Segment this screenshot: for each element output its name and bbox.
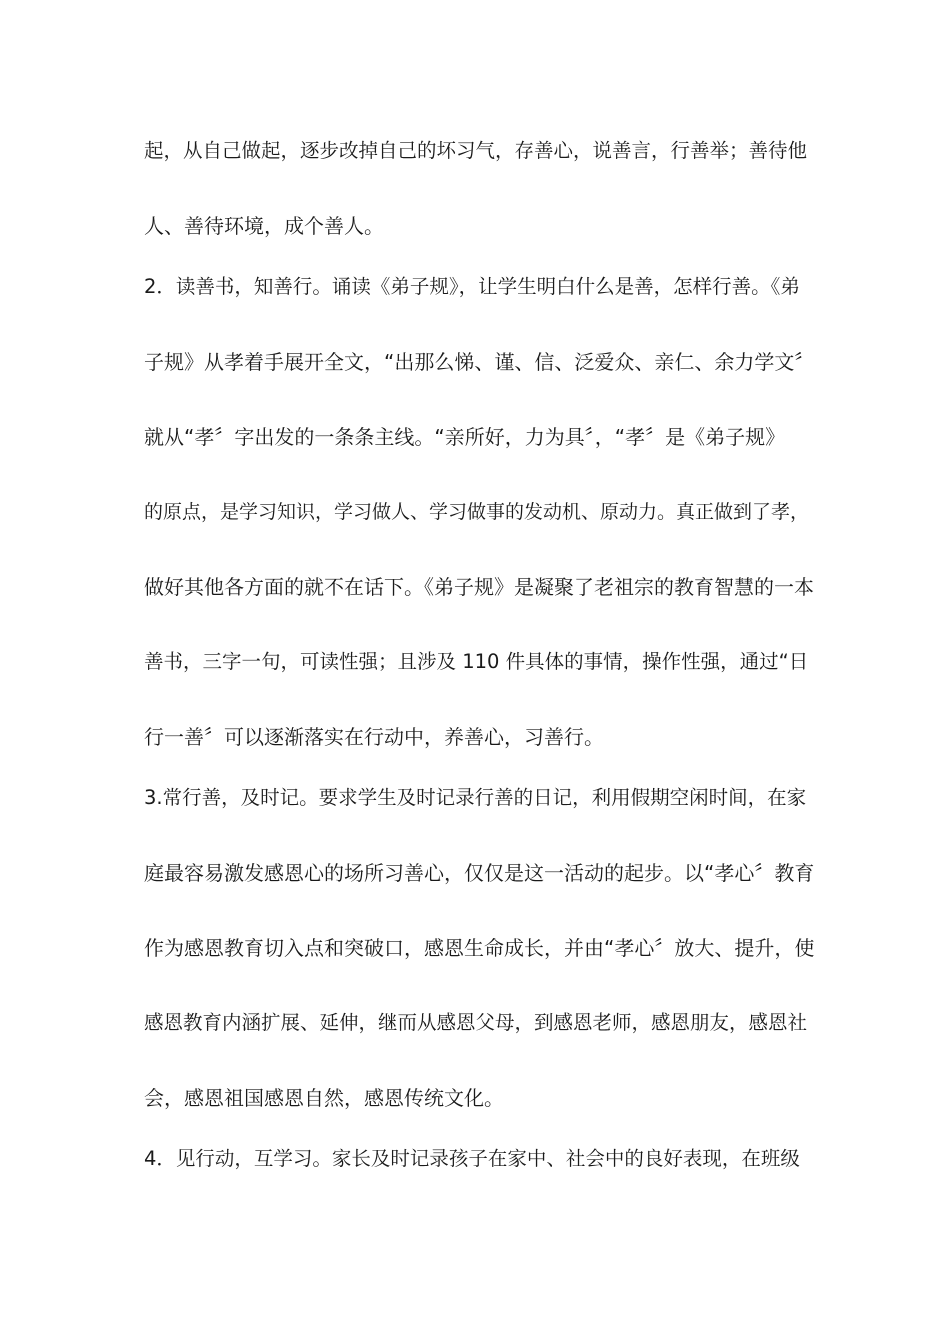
text-line: 善书，三字一句，可读性强；且涉及 110 件具体的事情，操作性强，通过“日 (144, 650, 809, 673)
text-line: 作为感恩教育切入点和突破口，感恩生命成长，并由“孝心〞放大、提升，使 (144, 936, 815, 960)
text-line: 人、善待环境，成个善人。 (144, 214, 384, 238)
text-line: 会，感恩祖国感恩自然，感恩传统文化。 (144, 1086, 504, 1110)
text-line: 感恩教育内涵扩展、延伸，继而从感恩父母，到感恩老师，感恩朋友，感恩社 (144, 1011, 808, 1034)
text-line: 行一善〞可以逐渐落实在行动中，养善心，习善行。 (144, 725, 604, 749)
text-line: 就从“孝〞字出发的一条条主线。“亲所好，力为具〞，“孝〞是《弟子规》 (144, 425, 786, 449)
paragraph-2-start: 2．读善书，知善行。诵读《弟子规》，让学生明白什么是善，怎样行善。《弟 (144, 275, 800, 298)
paragraph-3-start: 3.常行善，及时记。要求学生及时记录行善的日记，利用假期空闲时间，在家 (144, 786, 807, 809)
text-line: 起，从自己做起，逐步改掉自己的坏习气，存善心，说善言，行善举；善待他 (144, 139, 808, 162)
text-line: 子规》从孝着手展开全文，“出那么悌、谨、信、泛爱众、亲仁、余力学文〞 (144, 350, 815, 374)
paragraph-4-start: 4．见行动，互学习。家长及时记录孩子在家中、社会中的良好表现，在班级 (144, 1147, 800, 1170)
text-line: 做好其他各方面的就不在话下。《弟子规》是凝聚了老祖宗的教育智慧的一本 (144, 575, 814, 599)
text-line: 庭最容易激发感恩心的场所习善心，仅仅是这一活动的起步。以“孝心〞教育 (144, 861, 815, 885)
text-line: 的原点，是学习知识，学习做人、学习做事的发动机、原动力。真正做到了孝， (144, 501, 810, 523)
